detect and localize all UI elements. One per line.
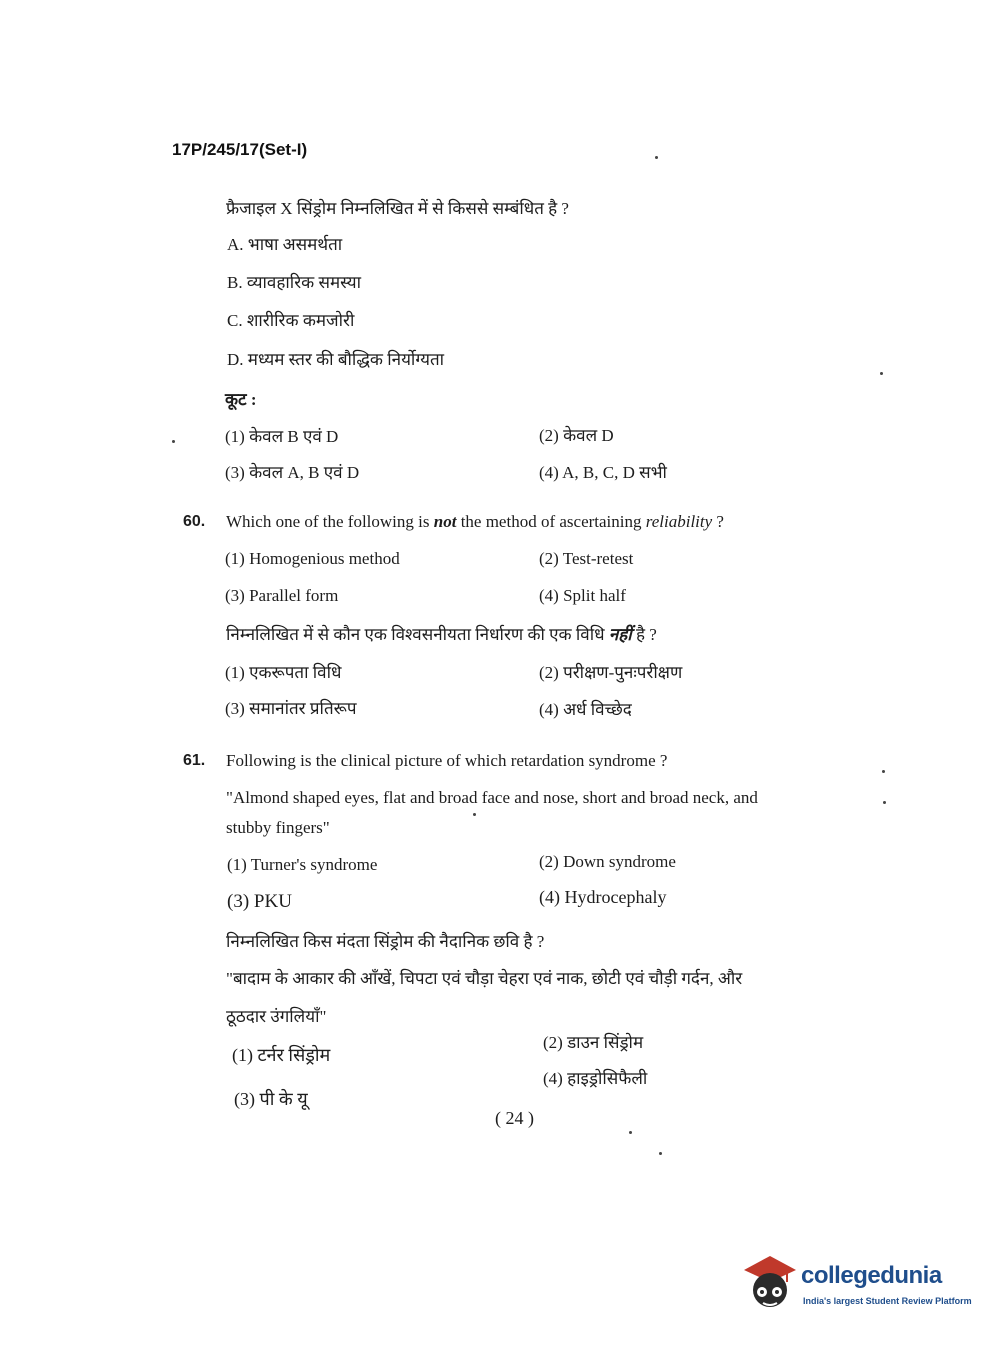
q61-hindi-option-4: (4) हाइड्रोसिफैली	[543, 1069, 648, 1088]
q60-option-4: (4) Split half	[539, 586, 626, 605]
q60-hindi-option-4: (4) अर्ध विच्छेद	[539, 700, 632, 719]
q61-hindi-option-3: (3) पी के यू	[234, 1089, 308, 1109]
q61-hindi-quote-line-1: "बादाम के आकार की आँखें, चिपटा एवं चौड़ा चेहरा एवं नाक, छोटी एवं चौड़ी गर्दन, और	[226, 969, 743, 988]
scan-speck	[883, 801, 886, 804]
q60-option-3: (3) Parallel form	[225, 586, 339, 605]
scan-speck	[659, 1152, 662, 1155]
scan-speck	[882, 770, 885, 773]
scan-speck	[655, 156, 658, 159]
scan-speck	[172, 440, 175, 443]
q61-quote-line-1: "Almond shaped eyes, flat and broad face and nose, short and broad neck, and	[226, 788, 758, 807]
q59-option-2: (2) केवल D	[539, 426, 614, 445]
scan-speck	[473, 813, 476, 816]
q61-question: Following is the clinical picture of which retardation syndrome ?	[226, 751, 668, 770]
q61-number: 61.	[183, 752, 206, 769]
q61-option-1: (1) Turner's syndrome	[227, 855, 378, 874]
q61-hindi-option-1: (1) टर्नर सिंड्रोम	[232, 1045, 331, 1065]
q61-option-3: (3) PKU	[227, 891, 292, 912]
q59-statement-a: A. भाषा असमर्थता	[227, 235, 343, 254]
q59-statement-b: B. व्यावहारिक समस्या	[227, 273, 361, 292]
q60-hindi-option-2: (2) परीक्षण-पुनःपरीक्षण	[539, 663, 683, 682]
paper-code: 17P/245/17(Set-I)	[172, 140, 308, 159]
q60-number: 60.	[183, 513, 206, 530]
q60-hindi-option-1: (1) एकरूपता विधि	[225, 663, 342, 682]
q59-hindi-question: फ्रैजाइल X सिंड्रोम निम्नलिखित में से किससे सम्बंधित है ?	[226, 199, 569, 218]
q59-statement-c: C. शारीरिक कमजोरी	[227, 311, 355, 330]
q60-hindi-question: निम्नलिखित में से कौन एक विश्वसनीयता निर्धारण की एक विधि नहीं है ?	[226, 625, 657, 644]
scan-speck	[629, 1131, 632, 1134]
q60-question: Which one of the following is not the method of ascertaining reliability ?	[226, 512, 724, 531]
q60-option-2: (2) Test-retest	[539, 549, 634, 568]
q61-option-4: (4) Hydrocephaly	[539, 887, 667, 907]
page-number: ( 24 )	[495, 1108, 534, 1128]
q59-code-label: कूट :	[225, 390, 257, 409]
q59-option-4: (4) A, B, C, D सभी	[539, 463, 667, 482]
logo-brand: collegedunia	[801, 1262, 942, 1289]
q61-quote-line-2: stubby fingers"	[226, 818, 330, 837]
q60-hindi-option-3: (3) समानांतर प्रतिरूप	[225, 699, 357, 718]
q59-statement-d: D. मध्यम स्तर की बौद्धिक निर्योग्यता	[227, 350, 445, 369]
q59-option-1: (1) केवल B एवं D	[225, 427, 339, 446]
logo-tagline: India's largest Student Review Platform	[803, 1296, 972, 1306]
q60-option-1: (1) Homogenious method	[225, 549, 400, 568]
q61-hindi-quote-line-2: ठूठदार उंगलियाँ"	[226, 1007, 327, 1026]
q61-hindi-question: निम्नलिखित किस मंदता सिंड्रोम की नैदानिक छवि है ?	[226, 932, 545, 951]
q59-option-3: (3) केवल A, B एवं D	[225, 463, 360, 482]
q61-hindi-option-2: (2) डाउन सिंड्रोम	[543, 1033, 644, 1052]
scan-speck	[880, 372, 883, 375]
q61-option-2: (2) Down syndrome	[539, 852, 676, 871]
